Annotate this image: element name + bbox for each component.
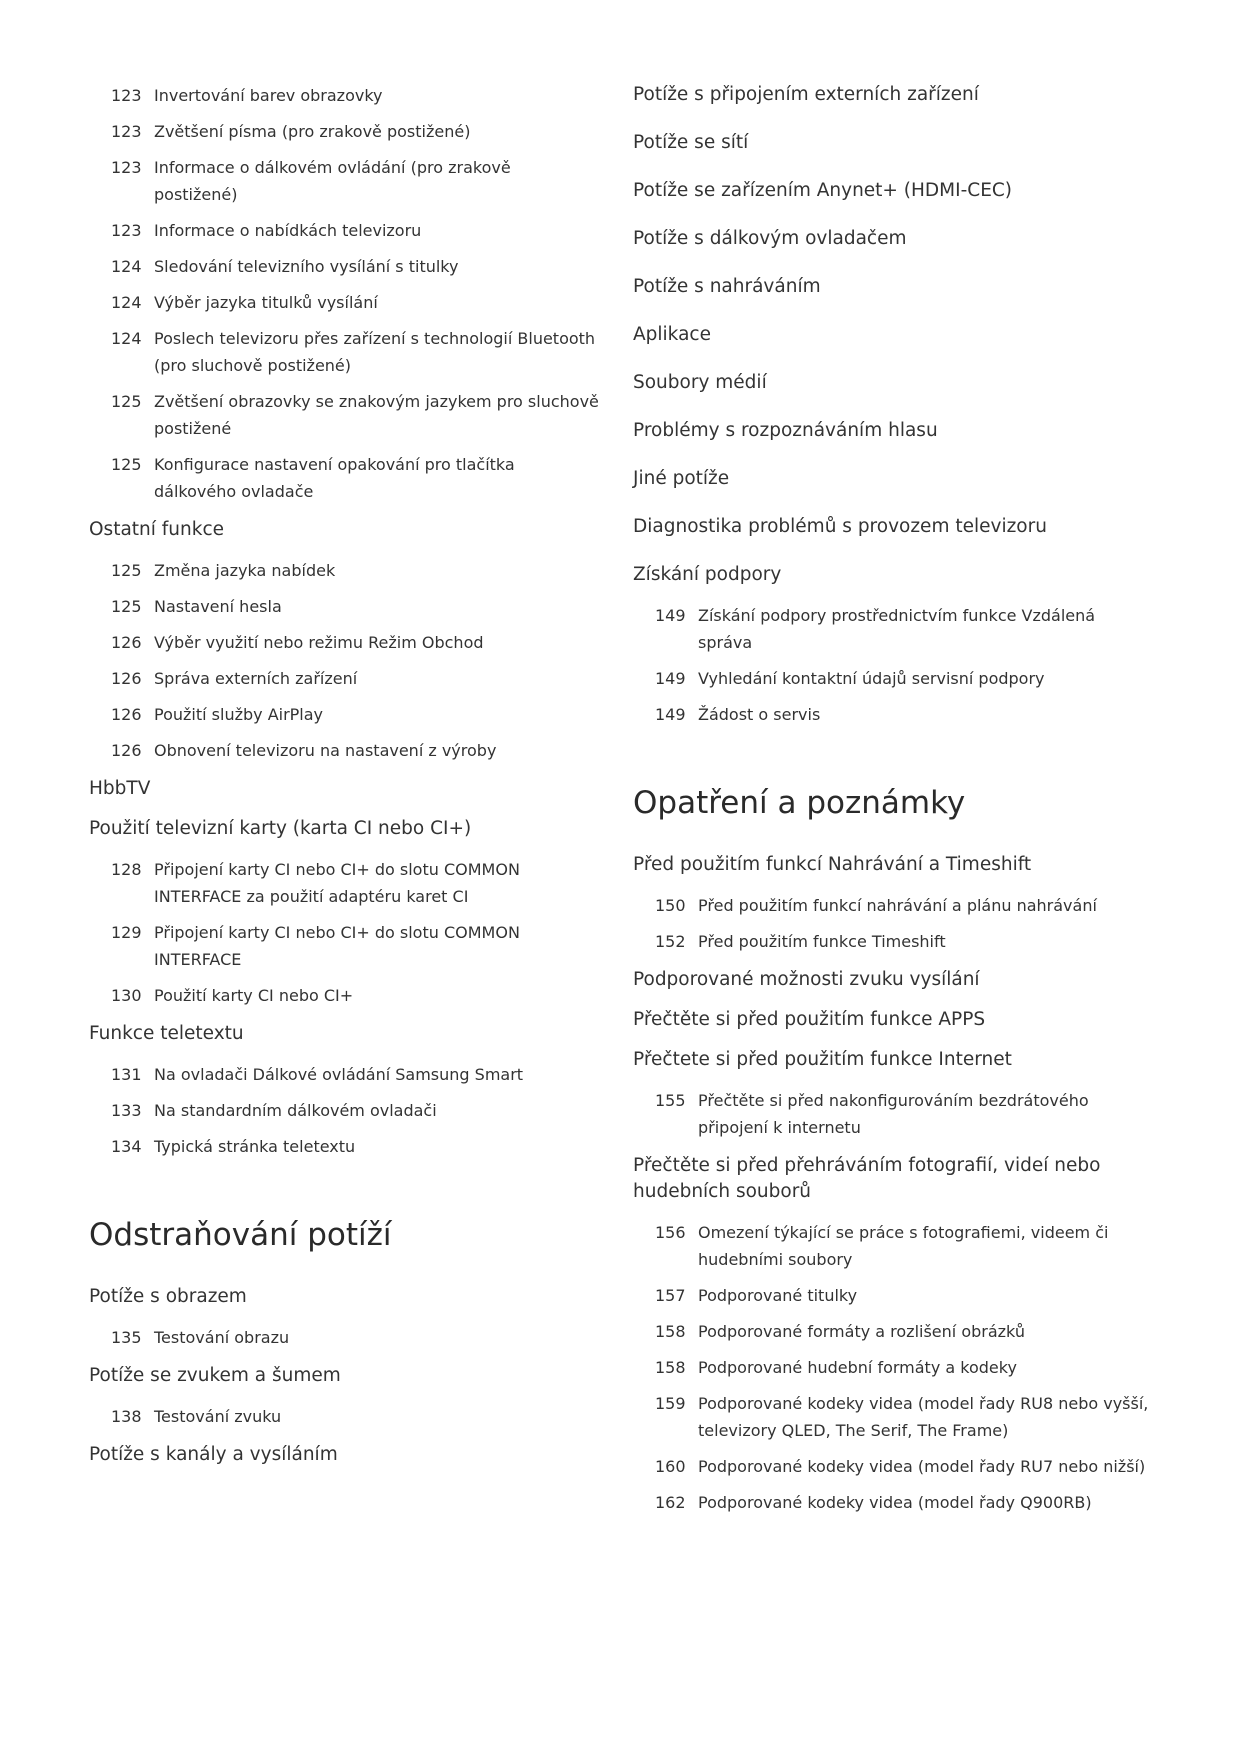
toc-entry[interactable] [633, 1453, 1153, 1480]
toc-section-heading[interactable]: Funkce teletextu [89, 1023, 244, 1044]
toc-entry-title: Přečtěte si před nakonfigurováním bezdrátového připojení k internetu [698, 1091, 1089, 1137]
toc-entry-title: Před použitím funkce Timeshift [698, 932, 946, 951]
toc-entry-title: Typická stránka teletextu [154, 1137, 356, 1156]
toc-entry-page-number: 124 [111, 257, 142, 276]
toc-entry-page-number: 126 [111, 669, 142, 688]
toc-entry[interactable] [89, 154, 599, 208]
toc-section-heading[interactable]: Potíže se sítí [633, 132, 749, 153]
toc-entry-page-number: 149 [655, 606, 686, 625]
toc-entry-title: Obnovení televizoru na nastavení z výroby [154, 741, 497, 760]
toc-entry-title: Informace o dálkovém ovládání (pro zrakově postižené) [154, 158, 511, 204]
toc-entry-title: Invertování barev obrazovky [154, 86, 383, 105]
toc-entry-title: Sledování televizního vysílání s titulky [154, 257, 459, 276]
toc-section-heading[interactable]: Potíže s kanály a vysíláním [89, 1444, 338, 1465]
toc-entry-title: Informace o nabídkách televizoru [154, 221, 422, 240]
toc-entry-page-number: 125 [111, 455, 142, 474]
toc-entry[interactable] [633, 928, 1153, 955]
toc-entry-page-number: 162 [655, 1493, 686, 1512]
toc-entry[interactable] [633, 1489, 1153, 1516]
toc-entry-page-number: 149 [655, 669, 686, 688]
toc-section-heading[interactable]: Přečtěte si před použitím funkce APPS [633, 1009, 986, 1030]
toc-section-heading[interactable]: Přečtete si před použitím funkce Internet [633, 1049, 1012, 1070]
toc-section-heading[interactable]: Získání podpory [633, 564, 782, 585]
toc-entry-page-number: 159 [655, 1394, 686, 1413]
toc-entry-list [633, 1087, 1153, 1141]
toc-entry-page-number: 160 [655, 1457, 686, 1476]
toc-entry[interactable] [633, 1354, 1153, 1381]
toc-entry-page-number: 126 [111, 633, 142, 652]
toc-entry[interactable] [633, 701, 1153, 728]
toc-entry-title: Testování obrazu [154, 1328, 290, 1347]
toc-entry-list [89, 1324, 599, 1351]
toc-entry-list [89, 1061, 599, 1160]
toc-entry-title: Omezení týkající se práce s fotografiemi, videem či hudebními soubory [698, 1223, 1109, 1269]
toc-entry-page-number: 123 [111, 122, 142, 141]
toc-entry[interactable] [633, 602, 1153, 656]
toc-section-heading[interactable]: Potíže se zvukem a šumem [89, 1365, 341, 1386]
toc-entry-page-number: 149 [655, 705, 686, 724]
toc-section-heading[interactable]: Podporované možnosti zvuku vysílání [633, 969, 980, 990]
toc-right-column [633, 82, 1153, 1525]
toc-entry-page-number: 129 [111, 923, 142, 942]
toc-entry-page-number: 123 [111, 86, 142, 105]
toc-entry-title: Výběr jazyka titulků vysílání [154, 293, 378, 312]
toc-chapter-heading[interactable]: Odstraňování potíží [89, 1217, 392, 1253]
toc-entry-title: Použití karty CI nebo CI+ [154, 986, 354, 1005]
toc-entry-title: Žádost o servis [698, 705, 821, 724]
toc-section-heading[interactable]: Přečtěte si před přehráváním fotografií, videí nebo hudebních souborů [633, 1155, 1101, 1202]
toc-entry-title: Podporované kodeky videa (model řady RU7 nebo nižší) [698, 1457, 1146, 1476]
toc-entry-title: Správa externích zařízení [154, 669, 358, 688]
toc-entry-title: Konfigurace nastavení opakování pro tlačítka dálkového ovladače [154, 455, 515, 501]
toc-entry[interactable] [89, 1133, 599, 1160]
toc-entry-page-number: 128 [111, 860, 142, 879]
toc-entry[interactable] [89, 1061, 599, 1088]
toc-entry-title: Změna jazyka nabídek [154, 561, 336, 580]
toc-entry[interactable] [89, 629, 599, 656]
toc-entry-page-number: 150 [655, 896, 686, 915]
toc-section-heading[interactable]: Potíže s obrazem [89, 1286, 247, 1307]
toc-section-heading[interactable]: Problémy s rozpoznáváním hlasu [633, 420, 938, 441]
toc-entry-list [633, 1219, 1153, 1516]
toc-entry-page-number: 152 [655, 932, 686, 951]
toc-section-heading[interactable]: Potíže se zařízením Anynet+ (HDMI-CEC) [633, 180, 1013, 201]
toc-entry[interactable] [89, 289, 599, 316]
toc-entry-page-number: 130 [111, 986, 142, 1005]
toc-entry-title: Zvětšení obrazovky se znakovým jazykem pro sluchově postižené [154, 392, 599, 438]
toc-entry-list [633, 602, 1153, 728]
toc-entry-title: Připojení karty CI nebo CI+ do slotu COMMON INTERFACE za použití adaptéru karet CI [154, 860, 520, 906]
toc-entry-list [89, 82, 599, 505]
toc-entry-page-number: 134 [111, 1137, 142, 1156]
toc-entry[interactable] [89, 1097, 599, 1124]
toc-entry[interactable] [633, 1318, 1153, 1345]
toc-entry-list [633, 892, 1153, 955]
toc-entry[interactable] [89, 217, 599, 244]
toc-section-heading[interactable]: Jiné potíže [633, 468, 730, 489]
toc-entry[interactable] [89, 325, 599, 379]
toc-entry-page-number: 124 [111, 329, 142, 348]
toc-entry[interactable] [89, 856, 599, 910]
toc-entry-page-number: 123 [111, 158, 142, 177]
toc-entry-page-number: 131 [111, 1065, 142, 1084]
toc-entry-title: Vyhledání kontaktní údajů servisní podpory [698, 669, 1045, 688]
toc-entry[interactable] [89, 737, 599, 764]
toc-entry-page-number: 125 [111, 561, 142, 580]
toc-entry-page-number: 158 [655, 1358, 686, 1377]
toc-entry-title: Před použitím funkcí nahrávání a plánu nahrávání [698, 896, 1097, 915]
toc-entry-title: Poslech televizoru přes zařízení s technologií Bluetooth (pro sluchově postižené) [154, 329, 596, 375]
toc-entry[interactable] [89, 982, 599, 1009]
toc-entry-page-number: 158 [655, 1322, 686, 1341]
toc-entry-title: Podporované kodeky videa (model řady Q900RB) [698, 1493, 1092, 1512]
toc-entry[interactable] [89, 388, 599, 442]
toc-entry-page-number: 155 [655, 1091, 686, 1110]
toc-section-heading[interactable]: HbbTV [89, 778, 151, 799]
toc-entry-title: Podporované titulky [698, 1286, 858, 1305]
toc-section-list [633, 82, 1153, 540]
toc-entry[interactable] [89, 253, 599, 280]
toc-entry-page-number: 123 [111, 221, 142, 240]
toc-left-column [89, 82, 599, 1482]
toc-entry-title: Testování zvuku [154, 1407, 282, 1426]
toc-entry[interactable] [633, 1282, 1153, 1309]
toc-entry-title: Na standardním dálkovém ovladači [154, 1101, 437, 1120]
toc-entry[interactable] [89, 919, 599, 973]
toc-entry-list [89, 856, 599, 1009]
toc-entry-title: Nastavení hesla [154, 597, 282, 616]
toc-entry-title: Podporované hudební formáty a kodeky [698, 1358, 1017, 1377]
toc-entry-page-number: 125 [111, 392, 142, 411]
toc-entry[interactable] [89, 593, 599, 620]
toc-entry-title: Na ovladači Dálkové ovládání Samsung Smart [154, 1065, 524, 1084]
toc-entry-title: Podporované formáty a rozlišení obrázků [698, 1322, 1025, 1341]
toc-entry[interactable] [89, 82, 599, 109]
toc-entry-page-number: 126 [111, 741, 142, 760]
toc-section-heading[interactable]: Před použitím funkcí Nahrávání a Timeshift [633, 854, 1032, 875]
toc-entry[interactable] [633, 1390, 1153, 1444]
toc-entry[interactable] [633, 1087, 1153, 1141]
toc-entry-title: Použití služby AirPlay [154, 705, 324, 724]
toc-entry[interactable] [89, 118, 599, 145]
toc-entry[interactable] [89, 1324, 599, 1351]
toc-entry-page-number: 157 [655, 1286, 686, 1305]
toc-entry[interactable] [89, 665, 599, 692]
toc-entry-page-number: 133 [111, 1101, 142, 1120]
toc-entry-list [89, 557, 599, 764]
toc-entry[interactable] [633, 892, 1153, 919]
toc-entry[interactable] [89, 557, 599, 584]
toc-section-heading[interactable]: Ostatní funkce [89, 519, 225, 540]
toc-chapter-heading[interactable]: Opatření a poznámky [633, 785, 966, 821]
toc-entry-page-number: 138 [111, 1407, 142, 1426]
toc-entry-page-number: 126 [111, 705, 142, 724]
toc-entry-title: Podporované kodeky videa (model řady RU8 nebo vyšší, televizory QLED, The Serif, The Frame) [698, 1394, 1149, 1440]
toc-entry-title: Výběr využití nebo režimu Režim Obchod [154, 633, 484, 652]
toc-entry-list [89, 1403, 599, 1430]
toc-entry[interactable] [633, 1219, 1153, 1273]
toc-section-heading[interactable]: Aplikace [633, 324, 711, 345]
toc-entry-page-number: 156 [655, 1223, 686, 1242]
toc-entry[interactable] [89, 451, 599, 505]
toc-section-heading[interactable]: Potíže s nahráváním [633, 276, 821, 297]
toc-section-heading[interactable]: Potíže s dálkovým ovladačem [633, 228, 907, 249]
toc-entry-title: Zvětšení písma (pro zrakově postižené) [154, 122, 471, 141]
toc-entry-page-number: 125 [111, 597, 142, 616]
toc-entry[interactable] [89, 1403, 599, 1430]
toc-entry-page-number: 135 [111, 1328, 142, 1347]
toc-entry[interactable] [89, 701, 599, 728]
toc-entry-title: Získání podpory prostřednictvím funkce Vzdálená správa [698, 606, 1096, 652]
toc-entry-page-number: 124 [111, 293, 142, 312]
toc-section-heading[interactable]: Použití televizní karty (karta CI nebo CI+) [89, 818, 472, 839]
toc-entry-title: Připojení karty CI nebo CI+ do slotu COMMON INTERFACE [154, 923, 520, 969]
toc-section-heading[interactable]: Soubory médií [633, 372, 767, 393]
toc-section-heading[interactable]: Diagnostika problémů s provozem televizoru [633, 516, 1047, 537]
toc-entry[interactable] [633, 665, 1153, 692]
toc-section-heading[interactable]: Potíže s připojením externích zařízení [633, 84, 979, 105]
